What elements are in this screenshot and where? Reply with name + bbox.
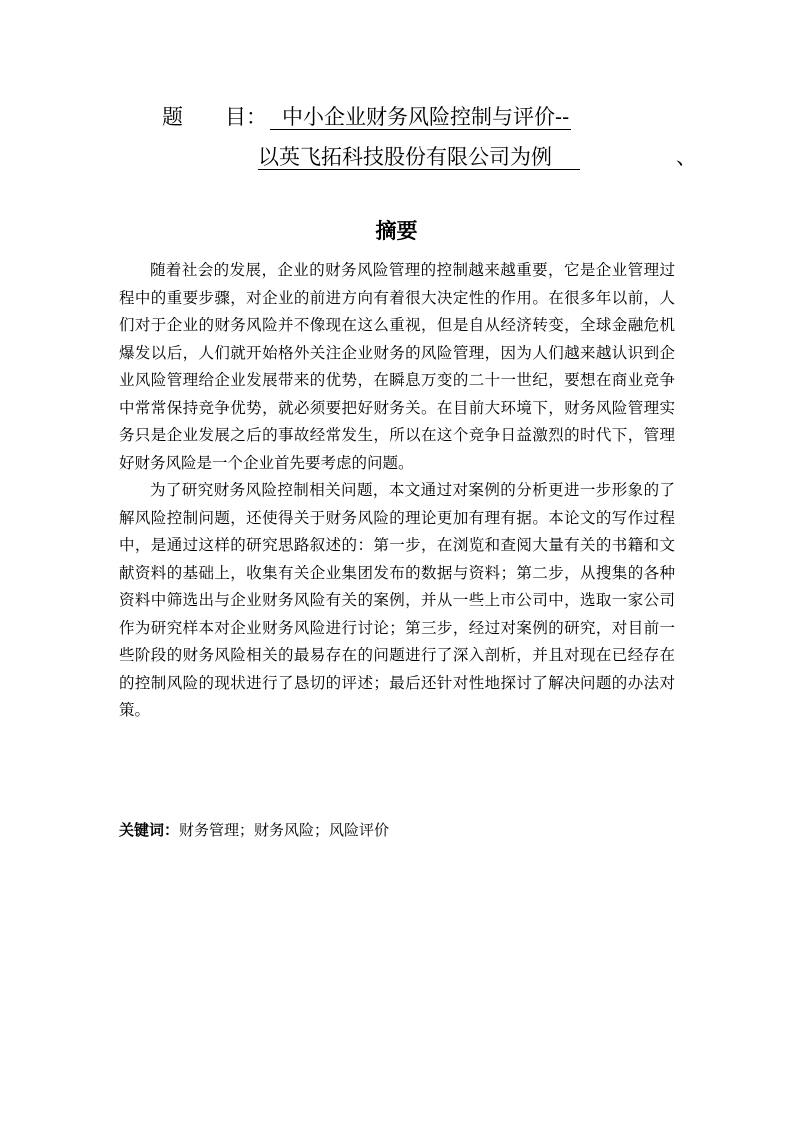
- title-trailing-mark: 、: [676, 145, 697, 169]
- abstract-body: [119, 257, 675, 725]
- title-label-char2: 目：: [225, 105, 267, 129]
- keywords-label: 关键词：: [119, 821, 180, 839]
- keywords-value: 财务管理；财务风险；风险评价: [179, 821, 390, 839]
- abstract-paragraph-1: 随着社会的发展，企业的财务风险管理的控制越来越重要，它是企业管理过程中的重要步骤，对企业的前进方向有着很大决定性的作用。在很多年以前，人们对于企业的财务风险并不像现在这么重视，但是自从经济转变，全球金融危机爆发以后，人们就开始格外关注企业财务的风险管理，因为人们越来越认识到企业风险管理给企业发展带来的优势，在瞬息万变的二十一世纪，要想在商业竞争中常常保持竞争优势，就必须要把好财务关。在目前大环境下，财务风险管理实务只是企业发展之后的事故经常发生，所以在这个竞争日益激烈的时代下，管理好财务风险是一个企业首先要考虑的问题。: [119, 261, 675, 472]
- abstract-heading: 摘要: [375, 218, 418, 243]
- keywords-line: [119, 818, 389, 842]
- thesis-title-line2: 以英飞拓科技股份有限公司为例: [258, 143, 580, 170]
- thesis-title-line1: 中小企业财务风险控制与评价--: [270, 103, 571, 130]
- title-label-char1: 题: [162, 105, 183, 129]
- title-label: [162, 103, 267, 131]
- abstract-paragraph-2: 为了研究财务风险控制相关问题，本文通过对案例的分析更进一步形象的了解风险控制问题，还使得关于财务风险的理论更加有理有据。本论文的写作过程中，是通过这样的研究思路叙述的：第一步，在浏览和查阅大量有关的书籍和文献资料的基础上，收集有关企业集团发布的数据与资料；第二步，从搜集的各种资料中筛选出与企业财务风险有关的案例，并从一些上市公司中，选取一家公司作为研究样本对企业财务风险进行讨论；第三步，经过对案例的研究，对目前一些阶段的财务风险相关的最易存在的问题进行了深入剖析，并且对现在已经存在的控制风险的现状进行了恳切的评述；最后还针对性地探讨了解决问题的办法对策。: [119, 481, 675, 719]
